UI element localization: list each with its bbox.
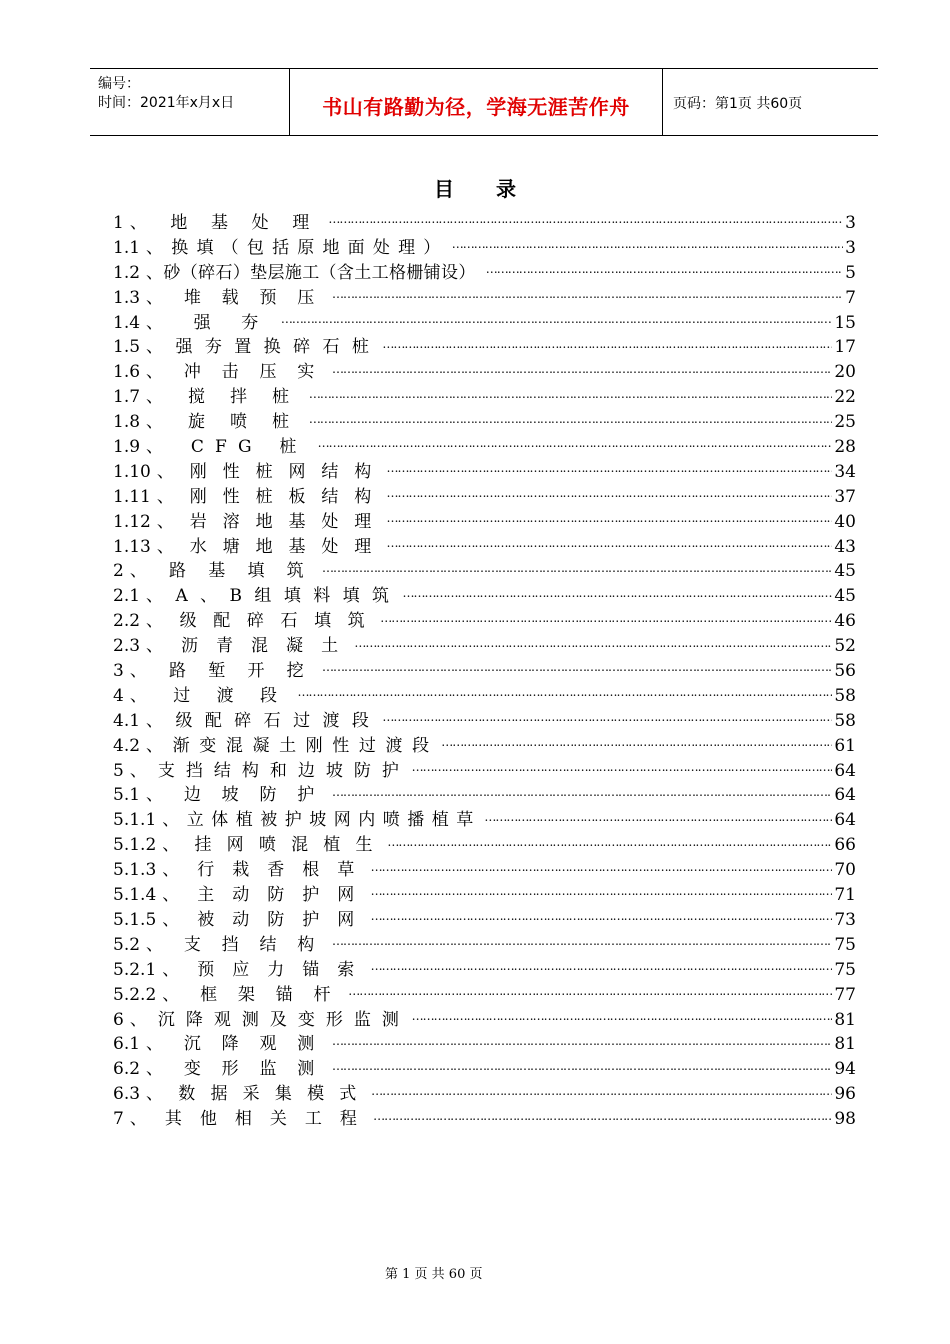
toc-entry[interactable] (113, 1057, 856, 1082)
toc-entry-number: 5.1.3 (113, 860, 157, 881)
toc-entry-page: 64 (834, 810, 856, 831)
toc-entry-page: 75 (834, 959, 856, 980)
toc-dot-leader (348, 983, 832, 1007)
toc-entry-title: 、 沥 青 混 凝 土 (146, 636, 345, 657)
toc-entry[interactable] (113, 559, 856, 584)
toc-dot-leader (332, 1033, 832, 1057)
toc-entry-page: 58 (834, 710, 856, 731)
toc-entry-number: 5 (113, 760, 124, 781)
toc-entry-title: 、 数 据 采 集 模 式 (146, 1084, 362, 1105)
toc-entry-number: 1.11 (113, 486, 151, 507)
toc-entry-title: 、 路 堑 开 挖 (129, 661, 313, 682)
toc-entry-title: 、 旋 喷 桩 (146, 412, 299, 433)
toc-entry-title: 、 支 挡 结 构 (146, 934, 322, 955)
toc-entry[interactable] (113, 833, 856, 858)
toc-entry[interactable] (113, 360, 856, 385)
toc-dot-leader (309, 411, 833, 435)
page-title (0, 173, 950, 202)
toc-entry-number: 1.12 (113, 511, 151, 532)
toc-entry-title: 、 冲 击 压 实 (146, 362, 322, 383)
title-char-1: 目 (434, 177, 454, 201)
toc-entry-title: 、 预 应 力 锚 索 (162, 959, 361, 980)
toc-dot-leader (403, 585, 833, 609)
toc-entry-title: 、 框 架 锚 杆 (162, 984, 339, 1005)
toc-entry-title: 、 刚 性 桩 板 结 构 (156, 486, 377, 507)
toc-entry-title: 、 沉 降 观 测 及 变 形 监 测 (129, 1009, 402, 1030)
toc-dot-leader (452, 236, 843, 260)
header-page-info: 页码：第1页 共60页 (673, 96, 803, 112)
toc-entry-number: 1.13 (113, 536, 151, 557)
toc-entry-page: 58 (834, 685, 856, 706)
toc-entry-page: 81 (834, 1009, 856, 1030)
toc-entry-title: 、 过 渡 段 (129, 685, 288, 706)
toc-dot-leader (332, 933, 832, 957)
toc-entry-title: 、 CFG 桩 (146, 437, 308, 458)
toc-entry-page: 75 (834, 934, 856, 955)
toc-entry[interactable] (113, 783, 856, 808)
toc-entry-number: 4.2 (113, 735, 141, 756)
toc-entry-page: 46 (834, 611, 856, 632)
toc-entry-page: 15 (834, 312, 856, 333)
toc-entry[interactable] (113, 908, 856, 933)
toc-entry[interactable] (113, 684, 856, 709)
header-motto-cell (290, 69, 663, 135)
toc-entry-title: 、 沉 降 观 测 (146, 1034, 322, 1055)
toc-entry-page: 98 (834, 1109, 856, 1130)
toc-entry-title: 、 A 、 B 组 填 料 填 筑 (146, 586, 393, 607)
toc-entry-title: 、 地 基 处 理 (129, 213, 319, 233)
toc-entry-title: 、 换 填 （ 包 括 原 地 面 处 理 ） (146, 237, 442, 258)
toc-entry-number: 5.2.1 (113, 959, 157, 980)
toc-entry-number: 1.1 (113, 237, 141, 258)
toc-entry-number: 1.6 (113, 362, 141, 383)
toc-entry-page: 64 (834, 760, 856, 781)
toc-entry-number: 5.1.2 (113, 835, 157, 856)
toc-dot-leader (412, 1008, 833, 1032)
toc-entry[interactable] (113, 311, 856, 336)
toc-dot-leader (318, 435, 833, 459)
toc-entry-number: 6 (113, 1009, 124, 1030)
toc-entry-number: 4.1 (113, 710, 141, 731)
toc-entry-number: 1.3 (113, 287, 141, 308)
toc-entry[interactable] (113, 609, 856, 634)
toc-entry-page: 20 (834, 362, 856, 383)
toc-entry-number: 5.1.1 (113, 810, 157, 831)
toc-entry-page: 45 (834, 586, 856, 607)
toc-entry-number: 2.2 (113, 611, 141, 632)
toc-entry-title: 、 支 挡 结 构 和 边 坡 防 护 (129, 760, 402, 781)
toc-dot-leader (371, 958, 833, 982)
toc-entry-page: 40 (834, 511, 856, 532)
toc-dot-leader (281, 311, 833, 335)
toc-entry-number: 1.10 (113, 461, 151, 482)
toc-entry-page: 43 (834, 536, 856, 557)
toc-entry-title: 、 行 栽 香 根 草 (162, 860, 361, 881)
header-motto: 书山有路勤为径，学海无涯苦作舟 (322, 95, 630, 119)
toc-entry-number: 7 (113, 1109, 124, 1130)
toc-entry[interactable] (113, 983, 856, 1008)
toc-entry-number: 1.2 (113, 262, 141, 283)
toc-dot-leader (332, 286, 843, 310)
toc-entry-number: 2 (113, 561, 124, 582)
toc-entry[interactable] (113, 236, 856, 261)
toc-entry-page: 45 (834, 561, 856, 582)
toc-dot-leader (371, 859, 833, 883)
toc-entry[interactable] (113, 883, 856, 908)
toc-dot-leader (332, 1058, 832, 1082)
title-char-2: 录 (496, 177, 516, 201)
toc-entry[interactable] (113, 1032, 856, 1057)
toc-entry[interactable] (113, 410, 856, 435)
toc-entry-page: 22 (834, 387, 856, 408)
toc-entry-title: 、 堆 载 预 压 (146, 287, 322, 308)
toc-dot-leader (371, 1083, 832, 1107)
page-footer: 第 1 页 共 60 页 (385, 1267, 483, 1282)
toc-entry-page: 28 (834, 437, 856, 458)
toc-entry[interactable] (113, 1107, 856, 1132)
toc-entry-number: 1.9 (113, 437, 141, 458)
toc-entry[interactable] (113, 958, 856, 983)
toc-entry[interactable] (113, 535, 856, 560)
toc-entry-title: 、 渐 变 混 凝 土 刚 性 过 渡 段 (146, 735, 432, 756)
table-of-contents (113, 211, 856, 1132)
toc-dot-leader (332, 361, 832, 385)
toc-entry-number: 2.3 (113, 636, 141, 657)
toc-dot-leader (387, 485, 833, 509)
toc-dot-leader (382, 709, 832, 733)
toc-dot-leader (380, 610, 832, 634)
toc-entry[interactable] (113, 759, 856, 784)
toc-entry-number: 1.8 (113, 412, 141, 433)
toc-entry[interactable] (113, 584, 856, 609)
toc-entry-number: 6.3 (113, 1084, 141, 1105)
toc-entry-page: 34 (834, 461, 856, 482)
toc-entry-page: 17 (834, 337, 856, 358)
toc-entry-page: 3 (845, 213, 856, 233)
toc-dot-leader (373, 1108, 832, 1132)
toc-dot-leader (328, 211, 843, 235)
toc-entry-title: 、 其 他 相 关 工 程 (129, 1109, 364, 1130)
toc-entry-number: 1.5 (113, 337, 141, 358)
document-header (90, 68, 878, 136)
toc-dot-leader (412, 759, 833, 783)
toc-entry-title: 、 边 坡 防 护 (146, 785, 322, 806)
toc-entry[interactable] (113, 385, 856, 410)
toc-entry-page: 52 (834, 636, 856, 657)
toc-entry-title: 、 搅 拌 桩 (146, 387, 299, 408)
toc-dot-leader (387, 510, 833, 534)
document-number-label: 编号： (98, 76, 140, 92)
toc-entry[interactable] (113, 435, 856, 460)
toc-entry-page: 61 (834, 735, 856, 756)
toc-entry-number: 1.7 (113, 387, 141, 408)
toc-entry-number: 3 (113, 661, 124, 682)
header-page-cell (663, 69, 878, 135)
toc-entry-page: 81 (834, 1034, 856, 1055)
toc-dot-leader (298, 684, 833, 708)
toc-entry-number: 5.2 (113, 934, 141, 955)
toc-entry-number: 5.1.4 (113, 885, 157, 906)
toc-entry-title: 、 被 动 防 护 网 (162, 909, 361, 930)
toc-entry[interactable] (113, 485, 856, 510)
toc-entry-title: 、砂（碎石）垫层施工（含土工格栅铺设） (146, 262, 476, 283)
toc-entry-number: 4 (113, 685, 124, 706)
toc-entry-page: 70 (834, 860, 856, 881)
toc-entry[interactable] (113, 933, 856, 958)
toc-entry-page: 64 (834, 785, 856, 806)
toc-entry-page: 25 (834, 412, 856, 433)
toc-entry-page: 71 (834, 885, 856, 906)
toc-entry-title: 、 刚 性 桩 网 结 构 (156, 461, 377, 482)
toc-entry-page: 37 (834, 486, 856, 507)
toc-entry[interactable] (113, 634, 856, 659)
toc-dot-leader (441, 734, 832, 758)
toc-entry[interactable] (113, 261, 856, 286)
toc-entry[interactable] (113, 1008, 856, 1033)
toc-entry-title: 、 水 塘 地 基 处 理 (156, 536, 377, 557)
toc-entry-number: 1 (113, 213, 124, 233)
toc-entry-title: 、 级 配 碎 石 填 筑 (146, 611, 371, 632)
toc-entry-page: 94 (834, 1059, 856, 1080)
toc-entry-page: 56 (834, 661, 856, 682)
toc-entry-title: 、 强 夯 置 换 碎 石 桩 (146, 337, 373, 358)
toc-entry[interactable] (113, 1082, 856, 1107)
toc-entry-number: 5.1.5 (113, 909, 157, 930)
toc-entry-number: 5.2.2 (113, 984, 157, 1005)
toc-entry[interactable] (113, 709, 856, 734)
toc-entry-title: 、 强 夯 (146, 312, 271, 333)
toc-dot-leader (387, 535, 833, 559)
toc-entry-title: 、 挂 网 喷 混 植 生 (162, 835, 378, 856)
toc-dot-leader (322, 659, 832, 683)
toc-dot-leader (371, 908, 833, 932)
toc-dot-leader (387, 460, 833, 484)
toc-entry-page: 5 (845, 262, 856, 283)
toc-entry-title: 、 主 动 防 护 网 (162, 885, 361, 906)
toc-dot-leader (387, 834, 832, 858)
toc-entry[interactable] (113, 510, 856, 535)
toc-entry-number: 1.4 (113, 312, 141, 333)
toc-entry-title: 、 岩 溶 地 基 处 理 (156, 511, 377, 532)
toc-dot-leader (332, 784, 832, 808)
toc-dot-leader (309, 386, 833, 410)
toc-entry[interactable] (113, 808, 856, 833)
toc-entry-title: 、 立 体 植 被 护 坡 网 内 喷 播 植 草 (162, 810, 475, 831)
toc-entry-page: 96 (834, 1084, 856, 1105)
toc-entry[interactable] (113, 460, 856, 485)
toc-entry-number: 6.2 (113, 1059, 141, 1080)
toc-entry[interactable] (113, 335, 856, 360)
toc-dot-leader (484, 809, 832, 833)
document-time-label: 时间：2021年x月x日 (98, 95, 235, 111)
toc-entry[interactable] (113, 286, 856, 311)
header-meta-cell (90, 69, 290, 135)
toc-entry[interactable] (113, 659, 856, 684)
toc-entry-page: 66 (834, 835, 856, 856)
toc-dot-leader (322, 560, 832, 584)
toc-entry[interactable] (113, 734, 856, 759)
toc-entry-title: 、 路 基 填 筑 (129, 561, 313, 582)
toc-entry-page: 73 (834, 909, 856, 930)
toc-dot-leader (486, 261, 843, 285)
toc-dot-leader (354, 635, 832, 659)
toc-entry-number: 6.1 (113, 1034, 141, 1055)
toc-dot-leader (371, 883, 833, 907)
toc-entry-number: 2.1 (113, 586, 141, 607)
toc-entry-page: 7 (845, 287, 856, 308)
toc-entry[interactable] (113, 211, 856, 236)
toc-dot-leader (382, 336, 832, 360)
toc-entry-page: 3 (845, 237, 856, 258)
toc-entry[interactable] (113, 858, 856, 883)
toc-entry-title: 、 级 配 碎 石 过 渡 段 (146, 710, 373, 731)
toc-entry-title: 、 变 形 监 测 (146, 1059, 322, 1080)
toc-entry-page: 77 (834, 984, 856, 1005)
toc-entry-number: 5.1 (113, 785, 141, 806)
